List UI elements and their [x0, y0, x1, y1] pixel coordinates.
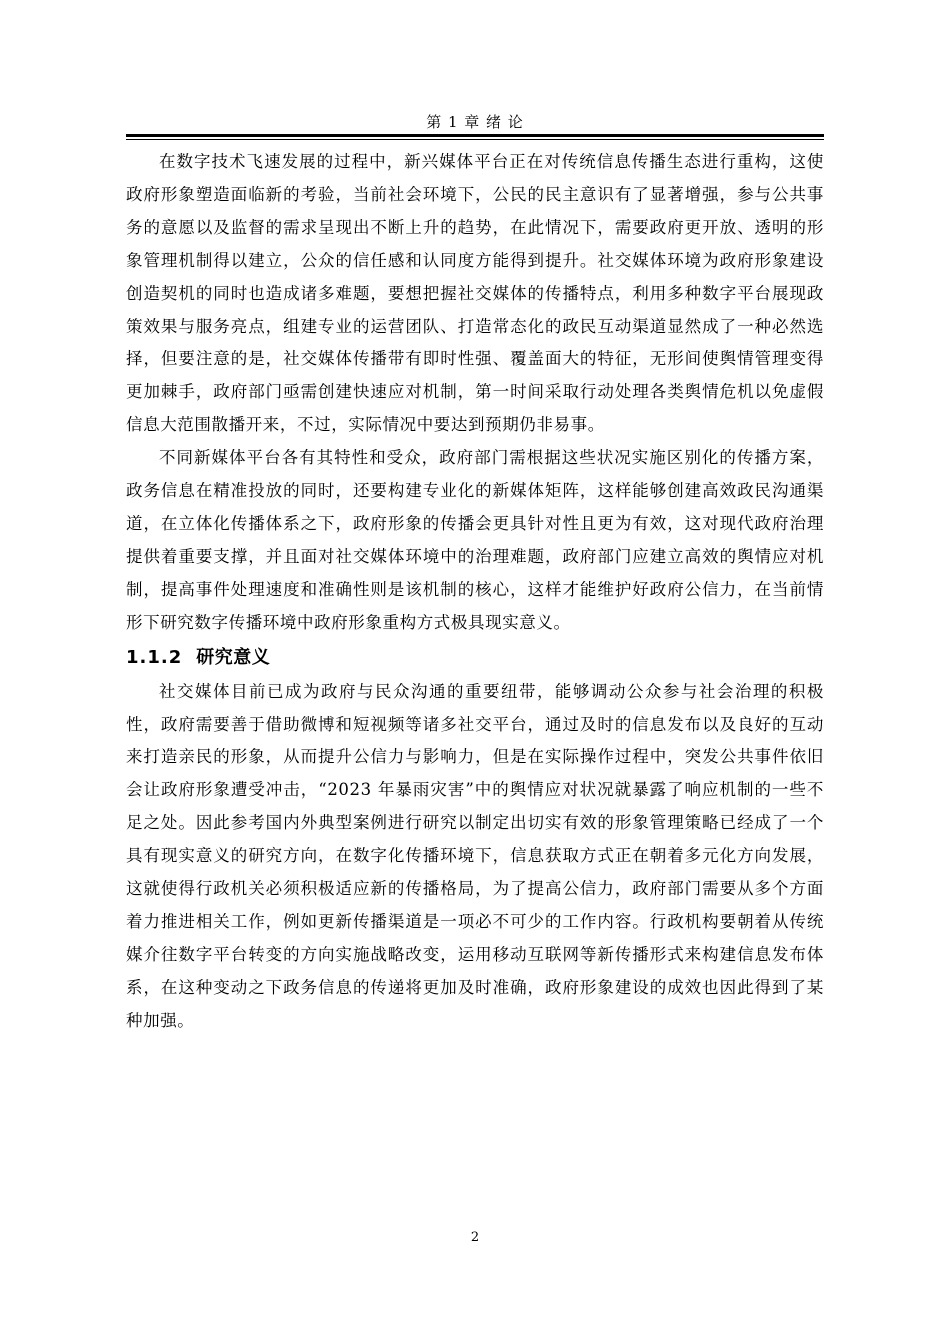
section-title: 研究意义	[196, 646, 271, 668]
header-rule-thin	[126, 139, 824, 140]
paragraph-differentiated-dissemination: 不同新媒体平台各有其特性和受众，政府部门需根据这些状况实施区别化的传播方案，政务信息在精准投放的同时，还要构建专业化的新媒体矩阵，这样能够创建高效政民沟通渠道，在立体化传播体系之下，政府形象的传播会更具针对性且更为有效，这对现代政府治理提供着重要支撑，并且面对社交媒体环境中的治理难题，政府部门应建立高效的舆情应对机制，提高事件处理速度和准确性则是该机制的核心，这样才能维护好政府公信力，在当前情形下研究数字传播环境中政府形象重构方式极具现实意义。	[126, 448, 824, 632]
paragraph-research-significance: 社交媒体目前已成为政府与民众沟通的重要纽带，能够调动公众参与社会治理的积极性，政府需要善于借助微博和短视频等诸多社交平台，通过及时的信息发布以及良好的互动来打造亲民的形象，从而提升公信力与影响力，但是在实际操作过程中，突发公共事件依旧会让政府形象遭受冲击，“2023 年暴雨灾害”中的舆情应对状况就暴露了响应机制的一些不足之处。因此参考国内外典型案例进行研究以制定出切实有效的形象管理策略已经成了一个具有现实意义的研究方向，在数字化传播环境下，信息获取方式正在朝着多元化方向发展，这就使得行政机关必须积极适应新的传播格局，为了提高公信力，政府部门需要从多个方面着力推进相关工作，例如更新传播渠道是一项必不可少的工作内容。行政机构要朝着从传统媒介往数字平台转变的方向实施战略改变，运用移动互联网等新传播形式来构建信息发布体系，在这种变动之下政务信息的传递将更加及时准确，政府形象建设的成效也因此得到了某种加强。	[126, 681, 824, 1030]
section-heading	[126, 640, 824, 676]
body-text	[126, 146, 824, 1038]
paragraph-digital-platform-reconstruction: 在数字技术飞速发展的过程中，新兴媒体平台正在对传统信息传播生态进行重构，这使政府形象塑造面临新的考验，当前社会环境下，公民的民主意识有了显著增强，参与公共事务的意愿以及监督的需求呈现出不断上升的趋势，在此情况下，需要政府更开放、透明的形象管理机制得以建立，公众的信任感和认同度方能得到提升。社交媒体环境为政府形象建设创造契机的同时也造成诸多难题，要想把握社交媒体的传播特点，利用多种数字平台展现政策效果与服务亮点，组建专业的运营团队、打造常态化的政民互动渠道显然成了一种必然选择，但要注意的是，社交媒体传播带有即时性强、覆盖面大的特征，无形间使舆情管理变得更加棘手，政府部门亟需创建快速应对机制，第一时间采取行动处理各类舆情危机以免虚假信息大范围散播开来，不过，实际情况中要达到预期仍非易事。	[126, 152, 824, 435]
section-number: 1.1.2	[126, 646, 183, 668]
running-header: 第 1 章 绪 论	[426, 113, 524, 131]
page-number: 2	[470, 1230, 480, 1245]
header-rule-thick	[126, 134, 824, 137]
